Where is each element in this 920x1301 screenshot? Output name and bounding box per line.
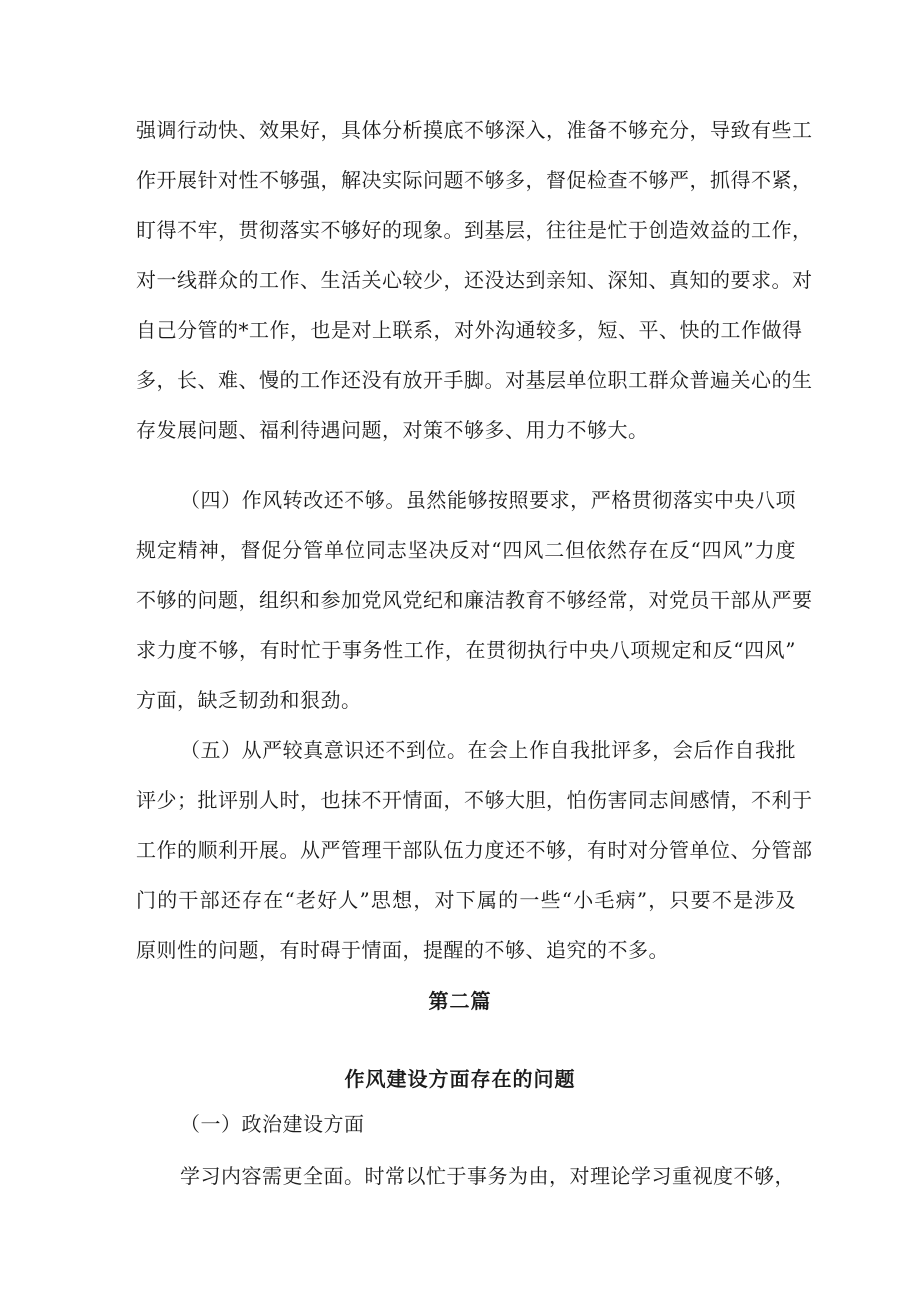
paragraph-2-line-2: 规定精神，督促分管单位同志坚决反对“四风二但依然存在反“四风”力度: [136, 538, 796, 562]
paragraph-1-line-2: 作开展针对性不够强，解决实际问题不够多，督促检查不够严，抓得不紧，: [136, 168, 813, 192]
paragraph-2-line-3: 不够的问题，组织和参加党风党纪和廉洁教育不够经常，对党员干部从严要: [136, 588, 813, 612]
paragraph-1-line-4: 对一线群众的工作、生活关心较少，还没达到亲知、深知、真知的要求。对: [136, 268, 813, 292]
paragraph-4-line-1: 学习内容需更全面。时常以忙于事务为由，对理论学习重视度不够，: [180, 1164, 795, 1188]
paragraph-1-line-5: 自己分管的*工作，也是对上联系，对外沟通较多，短、平、快的工作做得: [136, 318, 803, 342]
paragraph-1-line-7: 存发展问题、福利待遇问题，对策不够多、用力不够大。: [136, 418, 649, 442]
paragraph-2-line-1: （四）作风转改还不够。虽然能够按照要求，严格贯彻落实中央八项: [180, 488, 796, 512]
section-title: 第二篇: [428, 989, 492, 1013]
paragraph-3-line-3: 工作的顺利开展。从严管理干部队伍力度还不够，有时对分管单位、分管部: [136, 838, 813, 862]
paragraph-2-line-5: 方面，缺乏韧劲和狠劲。: [136, 688, 362, 712]
paragraph-1-line-3: 盯得不牢，贯彻落实不够好的现象。到基层，往往是忙于创造效益的工作，: [136, 218, 813, 242]
paragraph-3-line-2: 评少；批评别人时，也抹不开情面，不够大胆，怕伤害同志间感情，不利于: [136, 788, 813, 812]
sub-heading: （一）政治建设方面: [180, 1112, 365, 1136]
paragraph-3-line-4: 门的干部还存在“老好人”思想，对下属的一些“小毛病”，只要不是涉及: [136, 888, 796, 912]
paragraph-1-line-6: 多，长、难、慢的工作还没有放开手脚。对基层单位职工群众普遍关心的生: [136, 368, 813, 392]
paragraph-2-line-4: 求力度不够，有时忙于事务性工作，在贯彻执行中央八项规定和反“四风”: [136, 638, 796, 662]
section-subtitle: 作风建设方面存在的问题: [344, 1067, 576, 1091]
paragraph-1-line-1: 强调行动快、效果好，具体分析摸底不够深入，准备不够充分，导致有些工: [136, 118, 813, 142]
paragraph-3-line-5: 原则性的问题，有时碍于情面，提醒的不够、追究的不多。: [136, 938, 669, 962]
paragraph-3-line-1: （五）从严较真意识还不到位。在会上作自我批评多，会后作自我批: [180, 738, 796, 762]
